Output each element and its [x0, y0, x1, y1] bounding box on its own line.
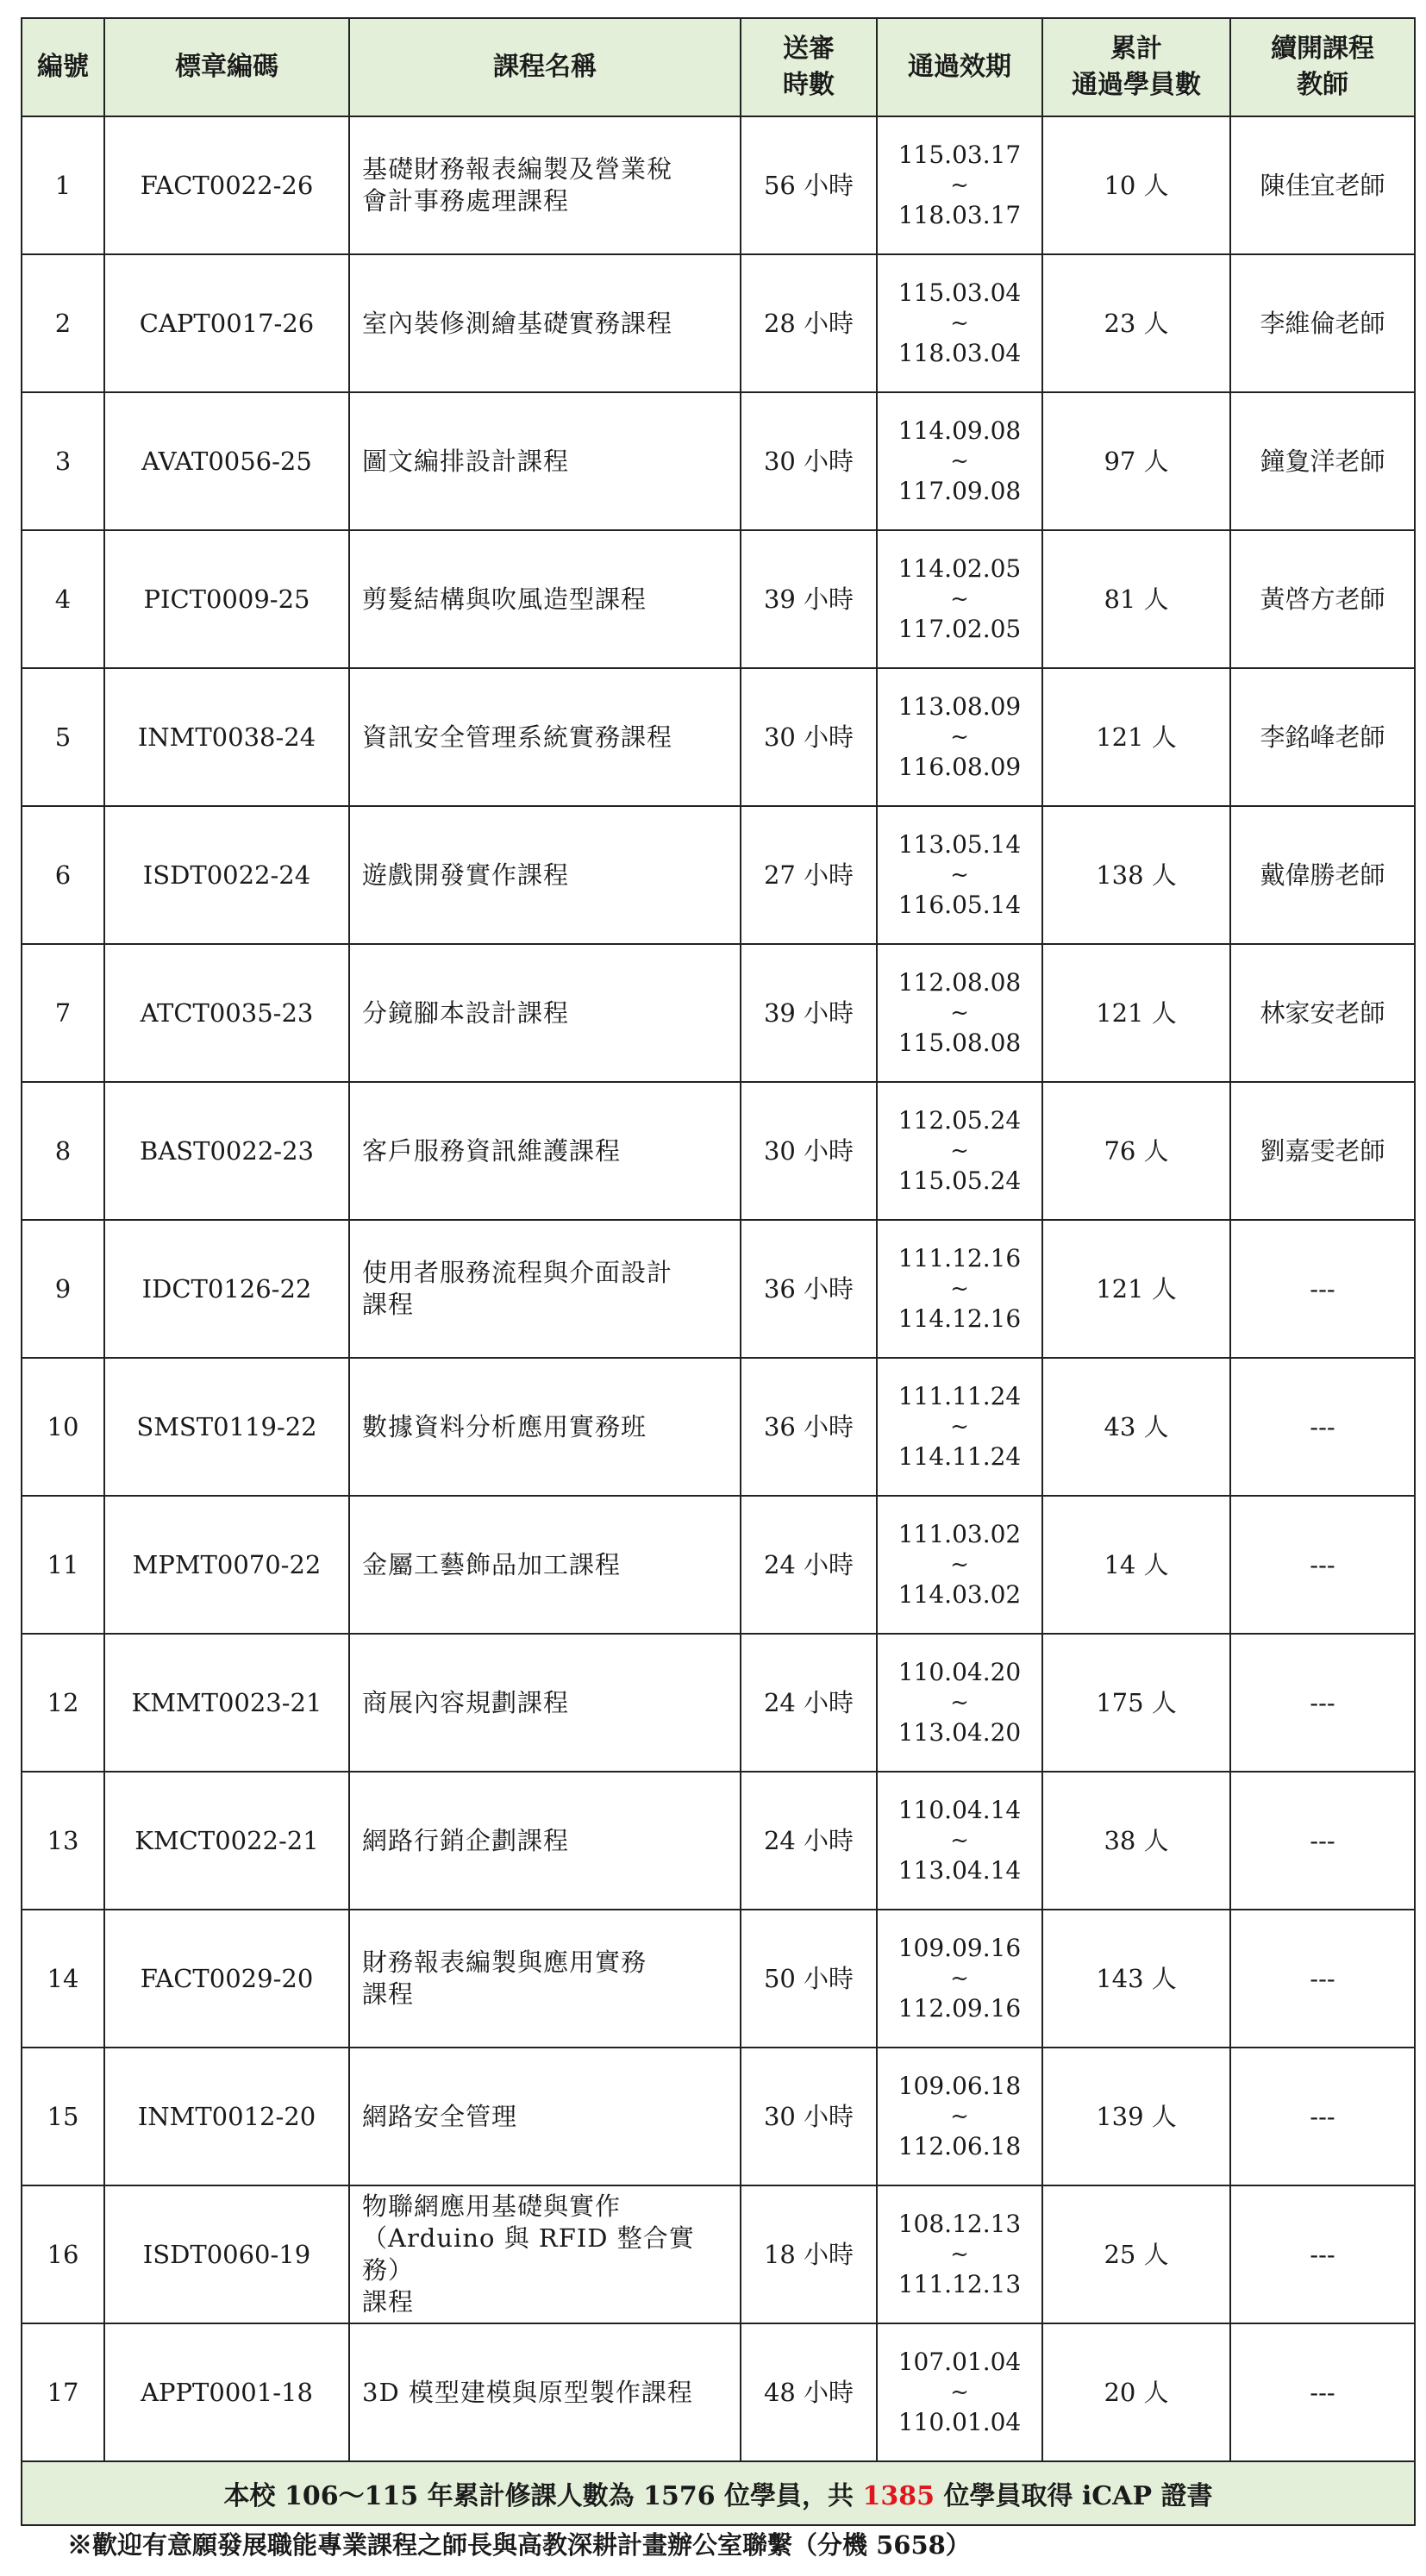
- validity-tilde: ~: [950, 862, 969, 888]
- student-count: 81 人: [1042, 530, 1230, 668]
- validity-start: 109.09.16: [898, 1934, 1022, 1962]
- student-count: 139 人: [1042, 2048, 1230, 2185]
- review-hours: 36 小時: [741, 1358, 877, 1496]
- course-name: [349, 1082, 741, 1220]
- course-name-line: 剪髮結構與吹風造型課程: [362, 584, 647, 614]
- teacher-name: ---: [1230, 2323, 1415, 2461]
- table-row: [22, 1082, 1415, 1220]
- row-number: 8: [22, 1082, 104, 1220]
- validity-start: 115.03.17: [898, 141, 1022, 169]
- student-count: 175 人: [1042, 1634, 1230, 1772]
- teacher-name: ---: [1230, 1220, 1415, 1358]
- header-no: 編號: [22, 18, 104, 116]
- header-code: 標章編碼: [104, 18, 349, 116]
- validity-period: [877, 944, 1042, 1082]
- course-name-line: （Arduino 與 RFID 整合實務）: [362, 2223, 695, 2285]
- validity-period: [877, 2323, 1042, 2461]
- validity-period: [877, 1220, 1042, 1358]
- teacher-name: ---: [1230, 1634, 1415, 1772]
- badge-code: BAST0022-23: [104, 1082, 349, 1220]
- row-number: 11: [22, 1496, 104, 1634]
- validity-start: 110.04.20: [898, 1658, 1022, 1686]
- course-name: [349, 2185, 741, 2323]
- validity-start: 112.08.08: [898, 968, 1022, 997]
- validity-tilde: ~: [950, 1276, 969, 1302]
- row-number: 17: [22, 2323, 104, 2461]
- validity-start: 114.09.08: [898, 416, 1022, 445]
- teacher-name: 黃啓方老師: [1230, 530, 1415, 668]
- badge-code: ATCT0035-23: [104, 944, 349, 1082]
- validity-period: [877, 116, 1042, 254]
- row-number: 4: [22, 530, 104, 668]
- row-number: 2: [22, 254, 104, 392]
- course-name-line: 財務報表編製與應用實務: [362, 1948, 647, 1977]
- badge-code: INMT0038-24: [104, 668, 349, 806]
- teacher-name: 李維倫老師: [1230, 254, 1415, 392]
- student-count: 43 人: [1042, 1358, 1230, 1496]
- table-row: [22, 806, 1415, 944]
- student-count: 10 人: [1042, 116, 1230, 254]
- student-count: 121 人: [1042, 944, 1230, 1082]
- badge-code: KMMT0023-21: [104, 1634, 349, 1772]
- header-hours-line-1: 送審: [783, 34, 835, 64]
- course-name: [349, 254, 741, 392]
- table-body: [22, 116, 1415, 2461]
- review-hours: 56 小時: [741, 116, 877, 254]
- summary-suffix: 位學員取得 iCAP 證書: [935, 2481, 1213, 2511]
- review-hours: 18 小時: [741, 2185, 877, 2323]
- course-name: [349, 392, 741, 530]
- course-name-line: 會計事務處理課程: [362, 186, 570, 216]
- validity-tilde: ~: [950, 1138, 969, 1164]
- course-name: [349, 1634, 741, 1772]
- validity-start: 111.03.02: [898, 1520, 1022, 1548]
- validity-end: 114.12.16: [898, 1304, 1022, 1333]
- course-name-line: 圖文編排設計課程: [362, 446, 570, 476]
- table-row: [22, 2323, 1415, 2461]
- header-students-line-2: 通過學員數: [1072, 70, 1201, 100]
- table-row: [22, 116, 1415, 254]
- review-hours: 30 小時: [741, 1082, 877, 1220]
- table-row: [22, 944, 1415, 1082]
- table-row: [22, 1910, 1415, 2048]
- course-name: [349, 1496, 741, 1634]
- review-hours: 39 小時: [741, 530, 877, 668]
- badge-code: ISDT0060-19: [104, 2185, 349, 2323]
- validity-tilde: ~: [950, 172, 969, 198]
- course-name: [349, 116, 741, 254]
- validity-tilde: ~: [950, 310, 969, 336]
- review-hours: 50 小時: [741, 1910, 877, 2048]
- validity-period: [877, 1910, 1042, 2048]
- row-number: 1: [22, 116, 104, 254]
- validity-end: 113.04.14: [898, 1856, 1022, 1885]
- review-hours: 30 小時: [741, 392, 877, 530]
- badge-code: ISDT0022-24: [104, 806, 349, 944]
- validity-start: 111.12.16: [898, 1244, 1022, 1272]
- badge-code: PICT0009-25: [104, 530, 349, 668]
- validity-tilde: ~: [950, 1000, 969, 1026]
- table-row: [22, 1772, 1415, 1910]
- review-hours: 24 小時: [741, 1634, 877, 1772]
- header-course: 課程名稱: [349, 18, 741, 116]
- row-number: 13: [22, 1772, 104, 1910]
- header-students: [1042, 18, 1230, 116]
- student-count: 14 人: [1042, 1496, 1230, 1634]
- validity-period: [877, 1496, 1042, 1634]
- row-number: 16: [22, 2185, 104, 2323]
- summary-prefix: 本校 106～115 年累計修課人數為 1576 位學員，共: [223, 2481, 863, 2511]
- course-name: [349, 1220, 741, 1358]
- validity-end: 118.03.04: [898, 339, 1022, 367]
- badge-code: INMT0012-20: [104, 2048, 349, 2185]
- course-name-line: 分鏡腳本設計課程: [362, 997, 570, 1028]
- validity-period: [877, 254, 1042, 392]
- row-number: 9: [22, 1220, 104, 1358]
- teacher-name: ---: [1230, 1910, 1415, 2048]
- review-hours: 28 小時: [741, 254, 877, 392]
- validity-end: 113.04.20: [898, 1718, 1022, 1747]
- table-row: [22, 1496, 1415, 1634]
- header-row: [22, 18, 1415, 116]
- header-teacher-line-1: 續開課程: [1271, 34, 1374, 64]
- teacher-name: ---: [1230, 1772, 1415, 1910]
- course-name-line: 網路安全管理: [362, 2101, 518, 2131]
- table-row: [22, 668, 1415, 806]
- review-hours: 30 小時: [741, 2048, 877, 2185]
- table-row: [22, 1634, 1415, 1772]
- teacher-name: 劉嘉雯老師: [1230, 1082, 1415, 1220]
- validity-end: 115.08.08: [898, 1029, 1022, 1057]
- teacher-name: ---: [1230, 2048, 1415, 2185]
- validity-tilde: ~: [950, 448, 969, 474]
- course-name: [349, 806, 741, 944]
- icap-course-table: [21, 17, 1416, 2526]
- badge-code: SMST0119-22: [104, 1358, 349, 1496]
- table-row: [22, 530, 1415, 668]
- course-name-line: 課程: [362, 1979, 415, 2009]
- validity-end: 112.06.18: [898, 2132, 1022, 2160]
- course-name-line: 室內裝修測繪基礎實務課程: [362, 308, 673, 338]
- badge-code: APPT0001-18: [104, 2323, 349, 2461]
- course-name: [349, 2323, 741, 2461]
- validity-tilde: ~: [950, 1690, 969, 1716]
- validity-end: 115.05.24: [898, 1166, 1022, 1195]
- course-name-line: 課程: [362, 2287, 415, 2317]
- badge-code: AVAT0056-25: [104, 392, 349, 530]
- teacher-name: 李銘峰老師: [1230, 668, 1415, 806]
- course-name-line: 遊戲開發實作課程: [362, 860, 570, 890]
- teacher-name: ---: [1230, 1496, 1415, 1634]
- validity-start: 115.03.04: [898, 278, 1022, 307]
- validity-start: 110.04.14: [898, 1796, 1022, 1824]
- course-name: [349, 2048, 741, 2185]
- validity-start: 111.11.24: [898, 1382, 1022, 1410]
- validity-tilde: ~: [950, 2104, 969, 2129]
- validity-tilde: ~: [950, 1966, 969, 1991]
- teacher-name: 林家安老師: [1230, 944, 1415, 1082]
- validity-end: 110.01.04: [898, 2408, 1022, 2436]
- badge-code: IDCT0126-22: [104, 1220, 349, 1358]
- badge-code: FACT0029-20: [104, 1910, 349, 2048]
- teacher-name: 陳佳宜老師: [1230, 116, 1415, 254]
- validity-end: 114.03.02: [898, 1580, 1022, 1609]
- course-name-line: 數據資料分析應用實務班: [362, 1411, 647, 1441]
- row-number: 10: [22, 1358, 104, 1496]
- course-name-line: 商展內容規劃課程: [362, 1687, 570, 1717]
- validity-end: 118.03.17: [898, 201, 1022, 229]
- review-hours: 24 小時: [741, 1772, 877, 1910]
- header-hours: [741, 18, 877, 116]
- validity-end: 112.09.16: [898, 1994, 1022, 2023]
- validity-tilde: ~: [950, 1414, 969, 1440]
- validity-end: 116.08.09: [898, 753, 1022, 781]
- table-row: [22, 1220, 1415, 1358]
- table-row: [22, 2185, 1415, 2323]
- validity-end: 116.05.14: [898, 891, 1022, 919]
- row-number: 5: [22, 668, 104, 806]
- validity-period: [877, 2048, 1042, 2185]
- validity-tilde: ~: [950, 1552, 969, 1578]
- student-count: 25 人: [1042, 2185, 1230, 2323]
- course-name: [349, 668, 741, 806]
- validity-period: [877, 1358, 1042, 1496]
- course-name-line: 課程: [362, 1290, 415, 1319]
- validity-tilde: ~: [950, 586, 969, 612]
- validity-period: [877, 806, 1042, 944]
- course-name-line: 客戶服務資訊維護課程: [362, 1135, 622, 1166]
- review-hours: 27 小時: [741, 806, 877, 944]
- course-name: [349, 530, 741, 668]
- validity-period: [877, 392, 1042, 530]
- row-number: 3: [22, 392, 104, 530]
- header-hours-line-2: 時數: [783, 70, 835, 100]
- header-students-line-1: 累計: [1110, 34, 1162, 64]
- student-count: 20 人: [1042, 2323, 1230, 2461]
- validity-end: 114.11.24: [898, 1442, 1022, 1471]
- validity-period: [877, 1634, 1042, 1772]
- badge-code: FACT0022-26: [104, 116, 349, 254]
- row-number: 12: [22, 1634, 104, 1772]
- contact-note: ※歡迎有意願發展職能專業課程之師長與高教深耕計畫辦公室聯繫（分機 5658）: [67, 2530, 971, 2560]
- validity-start: 109.06.18: [898, 2072, 1022, 2100]
- validity-start: 108.12.13: [898, 2210, 1022, 2238]
- course-name: [349, 1358, 741, 1496]
- header-validity: 通過效期: [877, 18, 1042, 116]
- teacher-name: ---: [1230, 1358, 1415, 1496]
- summary-cell: [22, 2461, 1415, 2525]
- row-number: 6: [22, 806, 104, 944]
- row-number: 15: [22, 2048, 104, 2185]
- teacher-name: 戴偉勝老師: [1230, 806, 1415, 944]
- course-name-line: 使用者服務流程與介面設計: [362, 1258, 673, 1287]
- student-count: 138 人: [1042, 806, 1230, 944]
- table-row: [22, 392, 1415, 530]
- validity-end: 117.09.08: [898, 477, 1022, 505]
- validity-end: 111.12.13: [898, 2270, 1022, 2298]
- summary-row: [22, 2461, 1415, 2525]
- validity-period: [877, 1082, 1042, 1220]
- course-name: [349, 1772, 741, 1910]
- validity-end: 117.02.05: [898, 615, 1022, 643]
- review-hours: 30 小時: [741, 668, 877, 806]
- student-count: 38 人: [1042, 1772, 1230, 1910]
- student-count: 76 人: [1042, 1082, 1230, 1220]
- table-row: [22, 254, 1415, 392]
- course-name: [349, 1910, 741, 2048]
- row-number: 7: [22, 944, 104, 1082]
- badge-code: MPMT0070-22: [104, 1496, 349, 1634]
- validity-tilde: ~: [950, 1828, 969, 1854]
- course-name-line: 資訊安全管理系統實務課程: [362, 722, 673, 752]
- row-number: 14: [22, 1910, 104, 2048]
- validity-start: 113.08.09: [898, 692, 1022, 721]
- review-hours: 48 小時: [741, 2323, 877, 2461]
- course-name-line: 基礎財務報表編製及營業稅: [362, 154, 673, 184]
- summary-highlight-count: 1385: [862, 2481, 935, 2511]
- validity-start: 107.01.04: [898, 2348, 1022, 2376]
- student-count: 23 人: [1042, 254, 1230, 392]
- review-hours: 39 小時: [741, 944, 877, 1082]
- badge-code: CAPT0017-26: [104, 254, 349, 392]
- review-hours: 36 小時: [741, 1220, 877, 1358]
- course-name-line: 金屬工藝飾品加工課程: [362, 1549, 622, 1579]
- teacher-name: 鐘夐洋老師: [1230, 392, 1415, 530]
- course-name-line: 3D 模型建模與原型製作課程: [362, 2377, 693, 2407]
- validity-tilde: ~: [950, 2379, 969, 2405]
- header-teacher: [1230, 18, 1415, 116]
- student-count: 143 人: [1042, 1910, 1230, 2048]
- course-name-line: 物聯網應用基礎與實作: [362, 2191, 622, 2221]
- validity-start: 112.05.24: [898, 1106, 1022, 1135]
- validity-period: [877, 668, 1042, 806]
- badge-code: KMCT0022-21: [104, 1772, 349, 1910]
- validity-period: [877, 1772, 1042, 1910]
- student-count: 121 人: [1042, 668, 1230, 806]
- teacher-name: ---: [1230, 2185, 1415, 2323]
- student-count: 121 人: [1042, 1220, 1230, 1358]
- header-teacher-line-2: 教師: [1297, 70, 1348, 100]
- course-name: [349, 944, 741, 1082]
- course-name-line: 網路行銷企劃課程: [362, 1825, 570, 1855]
- validity-start: 113.05.14: [898, 830, 1022, 859]
- review-hours: 24 小時: [741, 1496, 877, 1634]
- validity-period: [877, 530, 1042, 668]
- validity-tilde: ~: [950, 724, 969, 750]
- table-row: [22, 1358, 1415, 1496]
- validity-period: [877, 2185, 1042, 2323]
- validity-tilde: ~: [950, 2241, 969, 2267]
- course-table-sheet: [21, 17, 1414, 2526]
- table-row: [22, 2048, 1415, 2185]
- validity-start: 114.02.05: [898, 554, 1022, 583]
- student-count: 97 人: [1042, 392, 1230, 530]
